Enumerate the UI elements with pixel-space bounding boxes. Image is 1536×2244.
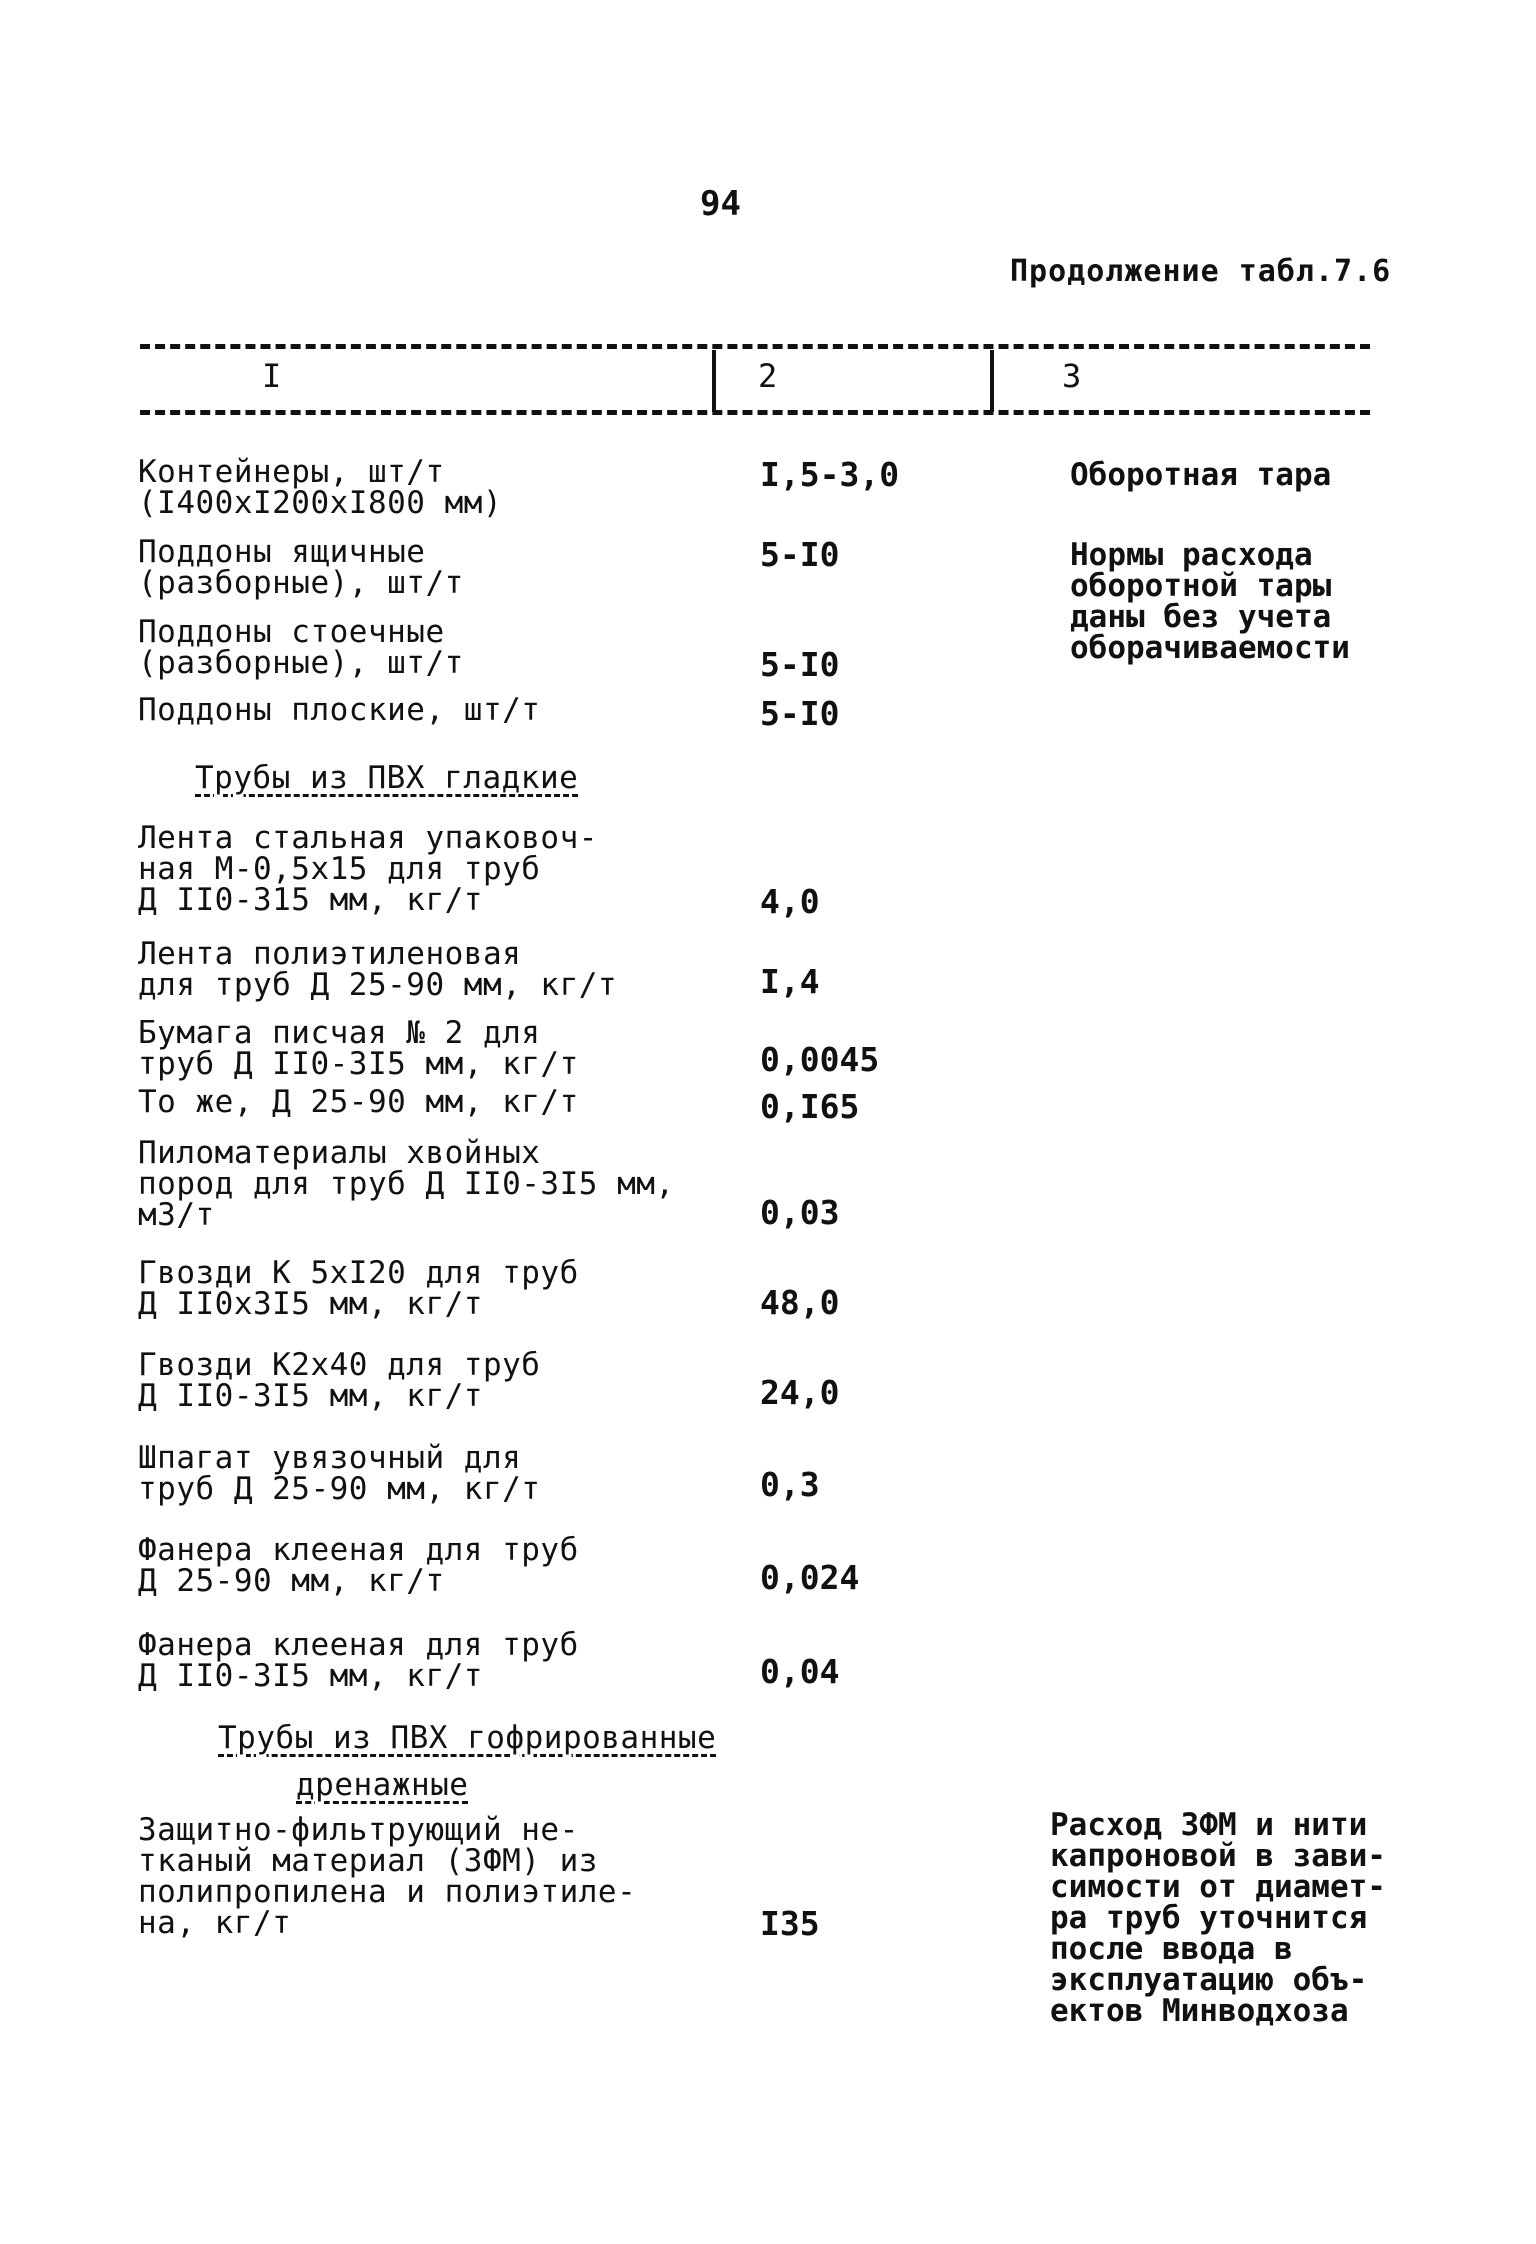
row-value-flat-pallets: 5-I0 — [760, 694, 840, 733]
page-number: 94 — [700, 184, 741, 224]
column-header-3: 3 — [1062, 357, 1082, 395]
row-name-flat-pallets: Поддоны плоские, шт/т — [138, 692, 541, 728]
row-name-polyethylene-tape: Лента полиэтиленовая для труб Д 25-90 мм, кг/т — [138, 936, 618, 1003]
row-value-containers: I,5-3,0 — [760, 455, 900, 494]
row-value-box-pallets: 5-I0 — [760, 535, 840, 574]
row-value-geotextile: I35 — [760, 1904, 820, 1943]
row-value-twine: 0,3 — [760, 1465, 820, 1504]
section-heading-drainage: дренажные — [296, 1767, 469, 1803]
column-header-2: 2 — [758, 357, 778, 395]
column-separator-2 — [990, 350, 994, 412]
note-geotextile-consumption: Расход ЗФМ и нити капроновой в зави- симости от диамет- ра труб уточнится после ввода в эксплуатацию объ- ектов Минводхоза — [1050, 1807, 1386, 2029]
header-top-rule — [140, 344, 1370, 349]
row-value-same-paper: 0,I65 — [760, 1087, 860, 1126]
header-bottom-rule — [140, 410, 1370, 415]
row-value-writing-paper: 0,0045 — [760, 1040, 880, 1079]
row-name-same-paper: То же, Д 25-90 мм, кг/т — [138, 1084, 579, 1120]
table-continuation-title: Продолжение табл.7.6 — [1010, 254, 1392, 289]
note-returnable-packaging: Оборотная тара — [1070, 457, 1332, 493]
row-name-containers: Контейнеры, шт/т (I400xI200xI800 мм) — [138, 454, 503, 521]
column-header-1: I — [262, 357, 282, 395]
column-separator-1 — [712, 350, 716, 412]
row-name-nails-k2: Гвозди К2x40 для труб Д II0-3I5 мм, кг/т — [138, 1347, 541, 1414]
row-value-polyethylene-tape: I,4 — [760, 962, 820, 1001]
row-value-nails-k5: 48,0 — [760, 1283, 840, 1322]
row-name-twine: Шпагат увязочный для труб Д 25-90 мм, кг/т — [138, 1440, 541, 1507]
row-name-steel-tape: Лента стальная упаковоч- ная М-0,5x15 для труб Д II0-315 мм, кг/т — [138, 820, 598, 918]
row-value-post-pallets: 5-I0 — [760, 645, 840, 684]
row-name-post-pallets: Поддоны стоечные (разборные), шт/т — [138, 614, 464, 681]
row-name-plywood-small: Фанера клееная для труб Д 25-90 мм, кг/т — [138, 1532, 579, 1599]
row-name-geotextile: Защитно-фильтрующий не- тканый материал (ЗФМ) из полипропилена и полиэтиле- на, кг/т — [138, 1812, 637, 1941]
row-name-box-pallets: Поддоны ящичные (разборные), шт/т — [138, 534, 464, 601]
row-name-nails-k5: Гвозди К 5xI20 для труб Д II0x3I5 мм, кг/т — [138, 1255, 579, 1322]
note-consumption-norms: Нормы расхода оборотной тары даны без учета оборачиваемости — [1070, 537, 1350, 666]
row-value-steel-tape: 4,0 — [760, 882, 820, 921]
row-value-lumber: 0,03 — [760, 1193, 840, 1232]
row-value-plywood-small: 0,024 — [760, 1558, 860, 1597]
section-heading-corrugated-pvc-pipes: Трубы из ПВХ гофрированные — [218, 1720, 717, 1756]
row-value-nails-k2: 24,0 — [760, 1373, 840, 1412]
row-name-writing-paper: Бумага писчая № 2 для труб Д II0-3I5 мм, кг/т — [138, 1015, 579, 1082]
row-value-plywood-large: 0,04 — [760, 1652, 840, 1691]
section-heading-smooth-pvc-pipes: Трубы из ПВХ гладкие — [195, 760, 579, 796]
row-name-plywood-large: Фанера клееная для труб Д II0-3I5 мм, кг/т — [138, 1627, 579, 1694]
row-name-lumber: Пиломатериалы хвойных пород для труб Д II0-3I5 мм, м3/т — [138, 1135, 675, 1233]
